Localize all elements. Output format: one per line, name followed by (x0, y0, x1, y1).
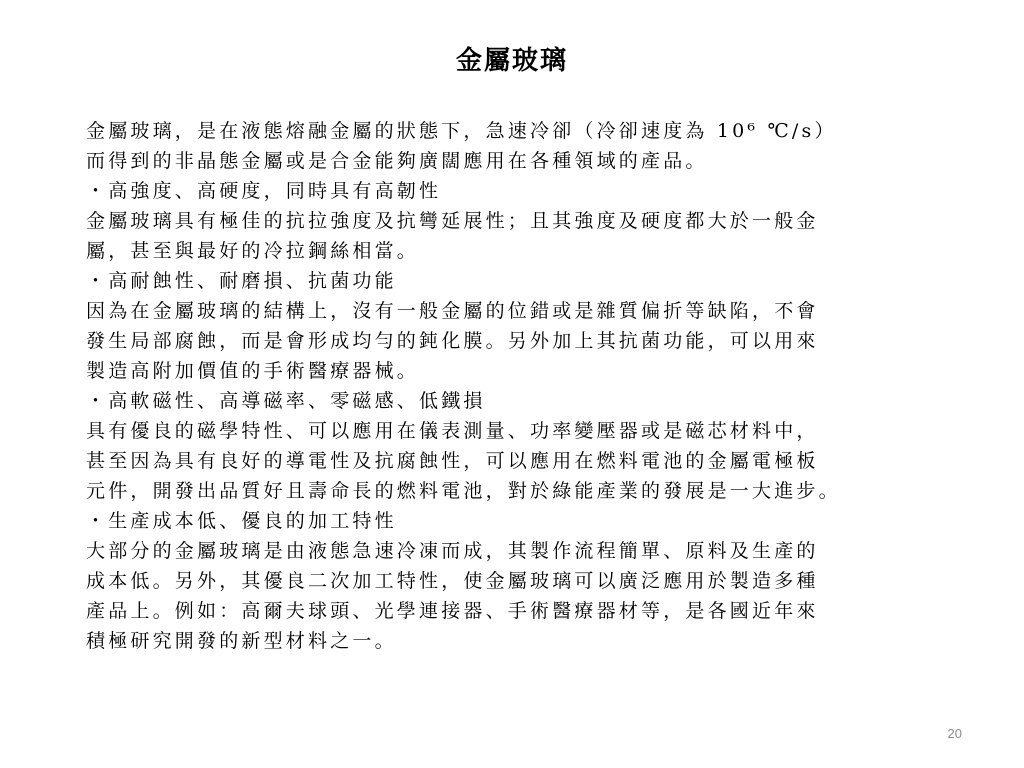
slide-title: 金屬玻璃 (455, 46, 568, 76)
body-line-intro-2: 而得到的非晶態金屬或是合金能夠廣闊應用在各種領域的產品。 (86, 150, 708, 172)
bullet-heading-strength: ・高強度、高硬度，同時具有高韌性 (86, 180, 442, 202)
bullet-heading-cost: ・生產成本低、優良的加工特性 (86, 510, 397, 532)
body-line-cost-1: 大部分的金屬玻璃是由液態急速冷凍而成，其製作流程簡單、原料及生產的 (86, 540, 819, 562)
body-line-magnetic-1: 具有優良的磁學特性、可以應用在儀表測量、功率變壓器或是磁芯材料中， (86, 420, 819, 442)
body-line-intro-1: 金屬玻璃，是在液態熔融金屬的狀態下，急速冷卻（冷卻速度為 10⁶ ℃/s） (86, 120, 837, 142)
body-line-magnetic-2: 甚至因為具有良好的導電性及抗腐蝕性，可以應用在燃料電池的金屬電極板 (86, 450, 819, 472)
slide-body (86, 116, 946, 656)
body-line-corrosion-3: 製造高附加價值的手術醫療器械。 (86, 360, 420, 382)
bullet-heading-magnetic: ・高軟磁性、高導磁率、零磁感、低鐵損 (86, 390, 486, 412)
body-line-strength-2: 屬，甚至與最好的冷拉鋼絲相當。 (86, 240, 420, 262)
body-line-magnetic-3: 元件，開發出品質好且壽命長的燃料電池，對於綠能產業的發展是一大進步。 (86, 480, 841, 502)
bullet-heading-corrosion: ・高耐蝕性、耐磨損、抗菌功能 (86, 270, 397, 292)
body-line-corrosion-2: 發生局部腐蝕，而是會形成均勻的鈍化膜。另外加上其抗菌功能，可以用來 (86, 330, 819, 352)
body-line-corrosion-1: 因為在金屬玻璃的結構上，沒有一般金屬的位錯或是雜質偏折等缺陷，不會 (86, 300, 819, 322)
body-line-cost-4: 積極研究開發的新型材料之一。 (86, 630, 397, 652)
body-line-cost-3: 產品上。例如：高爾夫球頭、光學連接器、手術醫療器材等，是各國近年來 (86, 600, 819, 622)
body-line-cost-2: 成本低。另外，其優良二次加工特性，使金屬玻璃可以廣泛應用於製造多種 (86, 570, 819, 592)
page-number: 20 (947, 726, 962, 741)
body-line-strength-1: 金屬玻璃具有極佳的抗拉強度及抗彎延展性；且其強度及硬度都大於一般金 (86, 210, 819, 232)
